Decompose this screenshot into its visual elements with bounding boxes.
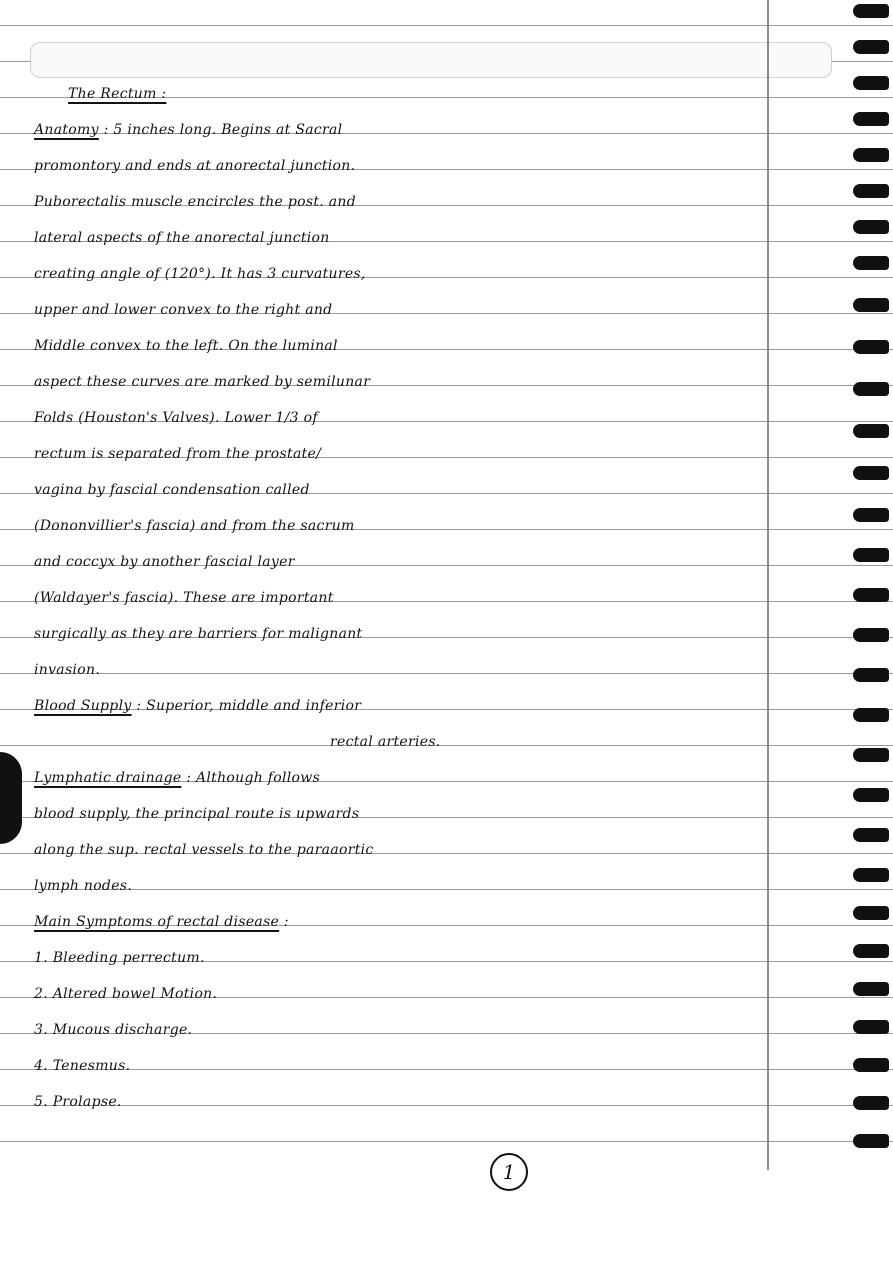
line-text: (Waldayer's fascia). These are important — [34, 590, 334, 606]
blood-supply-line — [34, 724, 864, 760]
title-text: The Rectum : — [68, 86, 167, 102]
line-text: and coccyx by another fascial layer — [34, 554, 295, 570]
symptom-item — [34, 1048, 864, 1084]
lymphatic-line — [34, 760, 864, 796]
line-text: rectal arteries. — [330, 734, 441, 750]
anatomy-line — [34, 616, 864, 652]
line-text: surgically as they are barriers for malignant — [34, 626, 363, 642]
binder-hole — [0, 752, 22, 844]
line-text: lateral aspects of the anorectal junction — [34, 230, 330, 246]
lymphatic-line — [34, 832, 864, 868]
line-text: Folds (Houston's Valves). Lower 1/3 of — [34, 410, 318, 426]
line-text: 2. Altered bowel Motion. — [34, 986, 218, 1002]
line-text: 4. Tenesmus. — [34, 1058, 131, 1074]
symptom-item — [34, 976, 864, 1012]
anatomy-line — [34, 220, 864, 256]
line-text: Puborectalis muscle encircles the post. and — [34, 194, 356, 210]
lymphatic-line — [34, 796, 864, 832]
symptoms-heading: Main Symptoms of rectal disease — [34, 914, 280, 930]
line-text: creating angle of (120°). It has 3 curvatures, — [34, 266, 366, 282]
blood-supply-heading: Blood Supply — [34, 698, 132, 714]
anatomy-line — [34, 256, 864, 292]
page-bottom-blank — [0, 1170, 893, 1263]
line-text: : Although follows — [186, 770, 321, 786]
anatomy-line — [34, 400, 864, 436]
symptoms-heading-line — [34, 904, 864, 940]
anatomy-line — [34, 580, 864, 616]
line-text: 3. Mucous discharge. — [34, 1022, 193, 1038]
anatomy-line — [34, 544, 864, 580]
blood-supply-line — [34, 688, 864, 724]
line-text: rectum is separated from the prostate/ — [34, 446, 322, 462]
line-text: upper and lower convex to the right and — [34, 302, 333, 318]
line-text: Middle convex to the left. On the luminal — [34, 338, 338, 354]
symptoms-heading-suffix: : — [283, 914, 289, 930]
anatomy-line — [34, 148, 864, 184]
top-header-band — [30, 42, 832, 78]
line-text: 1. Bleeding perrectum. — [34, 950, 205, 966]
line-text: along the sup. rectal vessels to the paraaortic — [34, 842, 374, 858]
anatomy-line — [34, 472, 864, 508]
line-text: invasion. — [34, 662, 101, 678]
spiral-ring — [853, 40, 889, 54]
anatomy-line — [34, 508, 864, 544]
notes-body — [34, 76, 864, 1120]
lymphatic-line — [34, 868, 864, 904]
line-text: aspect these curves are marked by semilunar — [34, 374, 371, 390]
line-text: lymph nodes. — [34, 878, 133, 894]
line-text: (Dononvillier's fascia) and from the sacrum — [34, 518, 355, 534]
page-number: 1 — [490, 1153, 528, 1191]
page-title — [34, 76, 864, 112]
lymphatic-heading: Lymphatic drainage — [34, 770, 182, 786]
anatomy-line — [34, 328, 864, 364]
anatomy-line — [34, 112, 864, 148]
anatomy-line — [34, 292, 864, 328]
line-text: : 5 inches long. Begins at Sacral — [103, 122, 343, 138]
symptom-item — [34, 940, 864, 976]
spiral-ring — [853, 1134, 889, 1148]
symptom-item — [34, 1012, 864, 1048]
anatomy-line — [34, 364, 864, 400]
line-text: : Superior, middle and inferior — [136, 698, 362, 714]
line-text: 5. Prolapse. — [34, 1094, 122, 1110]
symptom-item — [34, 1084, 864, 1120]
line-text: vagina by fascial condensation called — [34, 482, 310, 498]
spiral-ring — [853, 4, 889, 18]
line-text: blood supply, the principal route is upwards — [34, 806, 360, 822]
anatomy-line — [34, 436, 864, 472]
line-text: promontory and ends at anorectal junction. — [34, 158, 356, 174]
anatomy-heading: Anatomy — [34, 122, 99, 138]
anatomy-line — [34, 652, 864, 688]
anatomy-line — [34, 184, 864, 220]
